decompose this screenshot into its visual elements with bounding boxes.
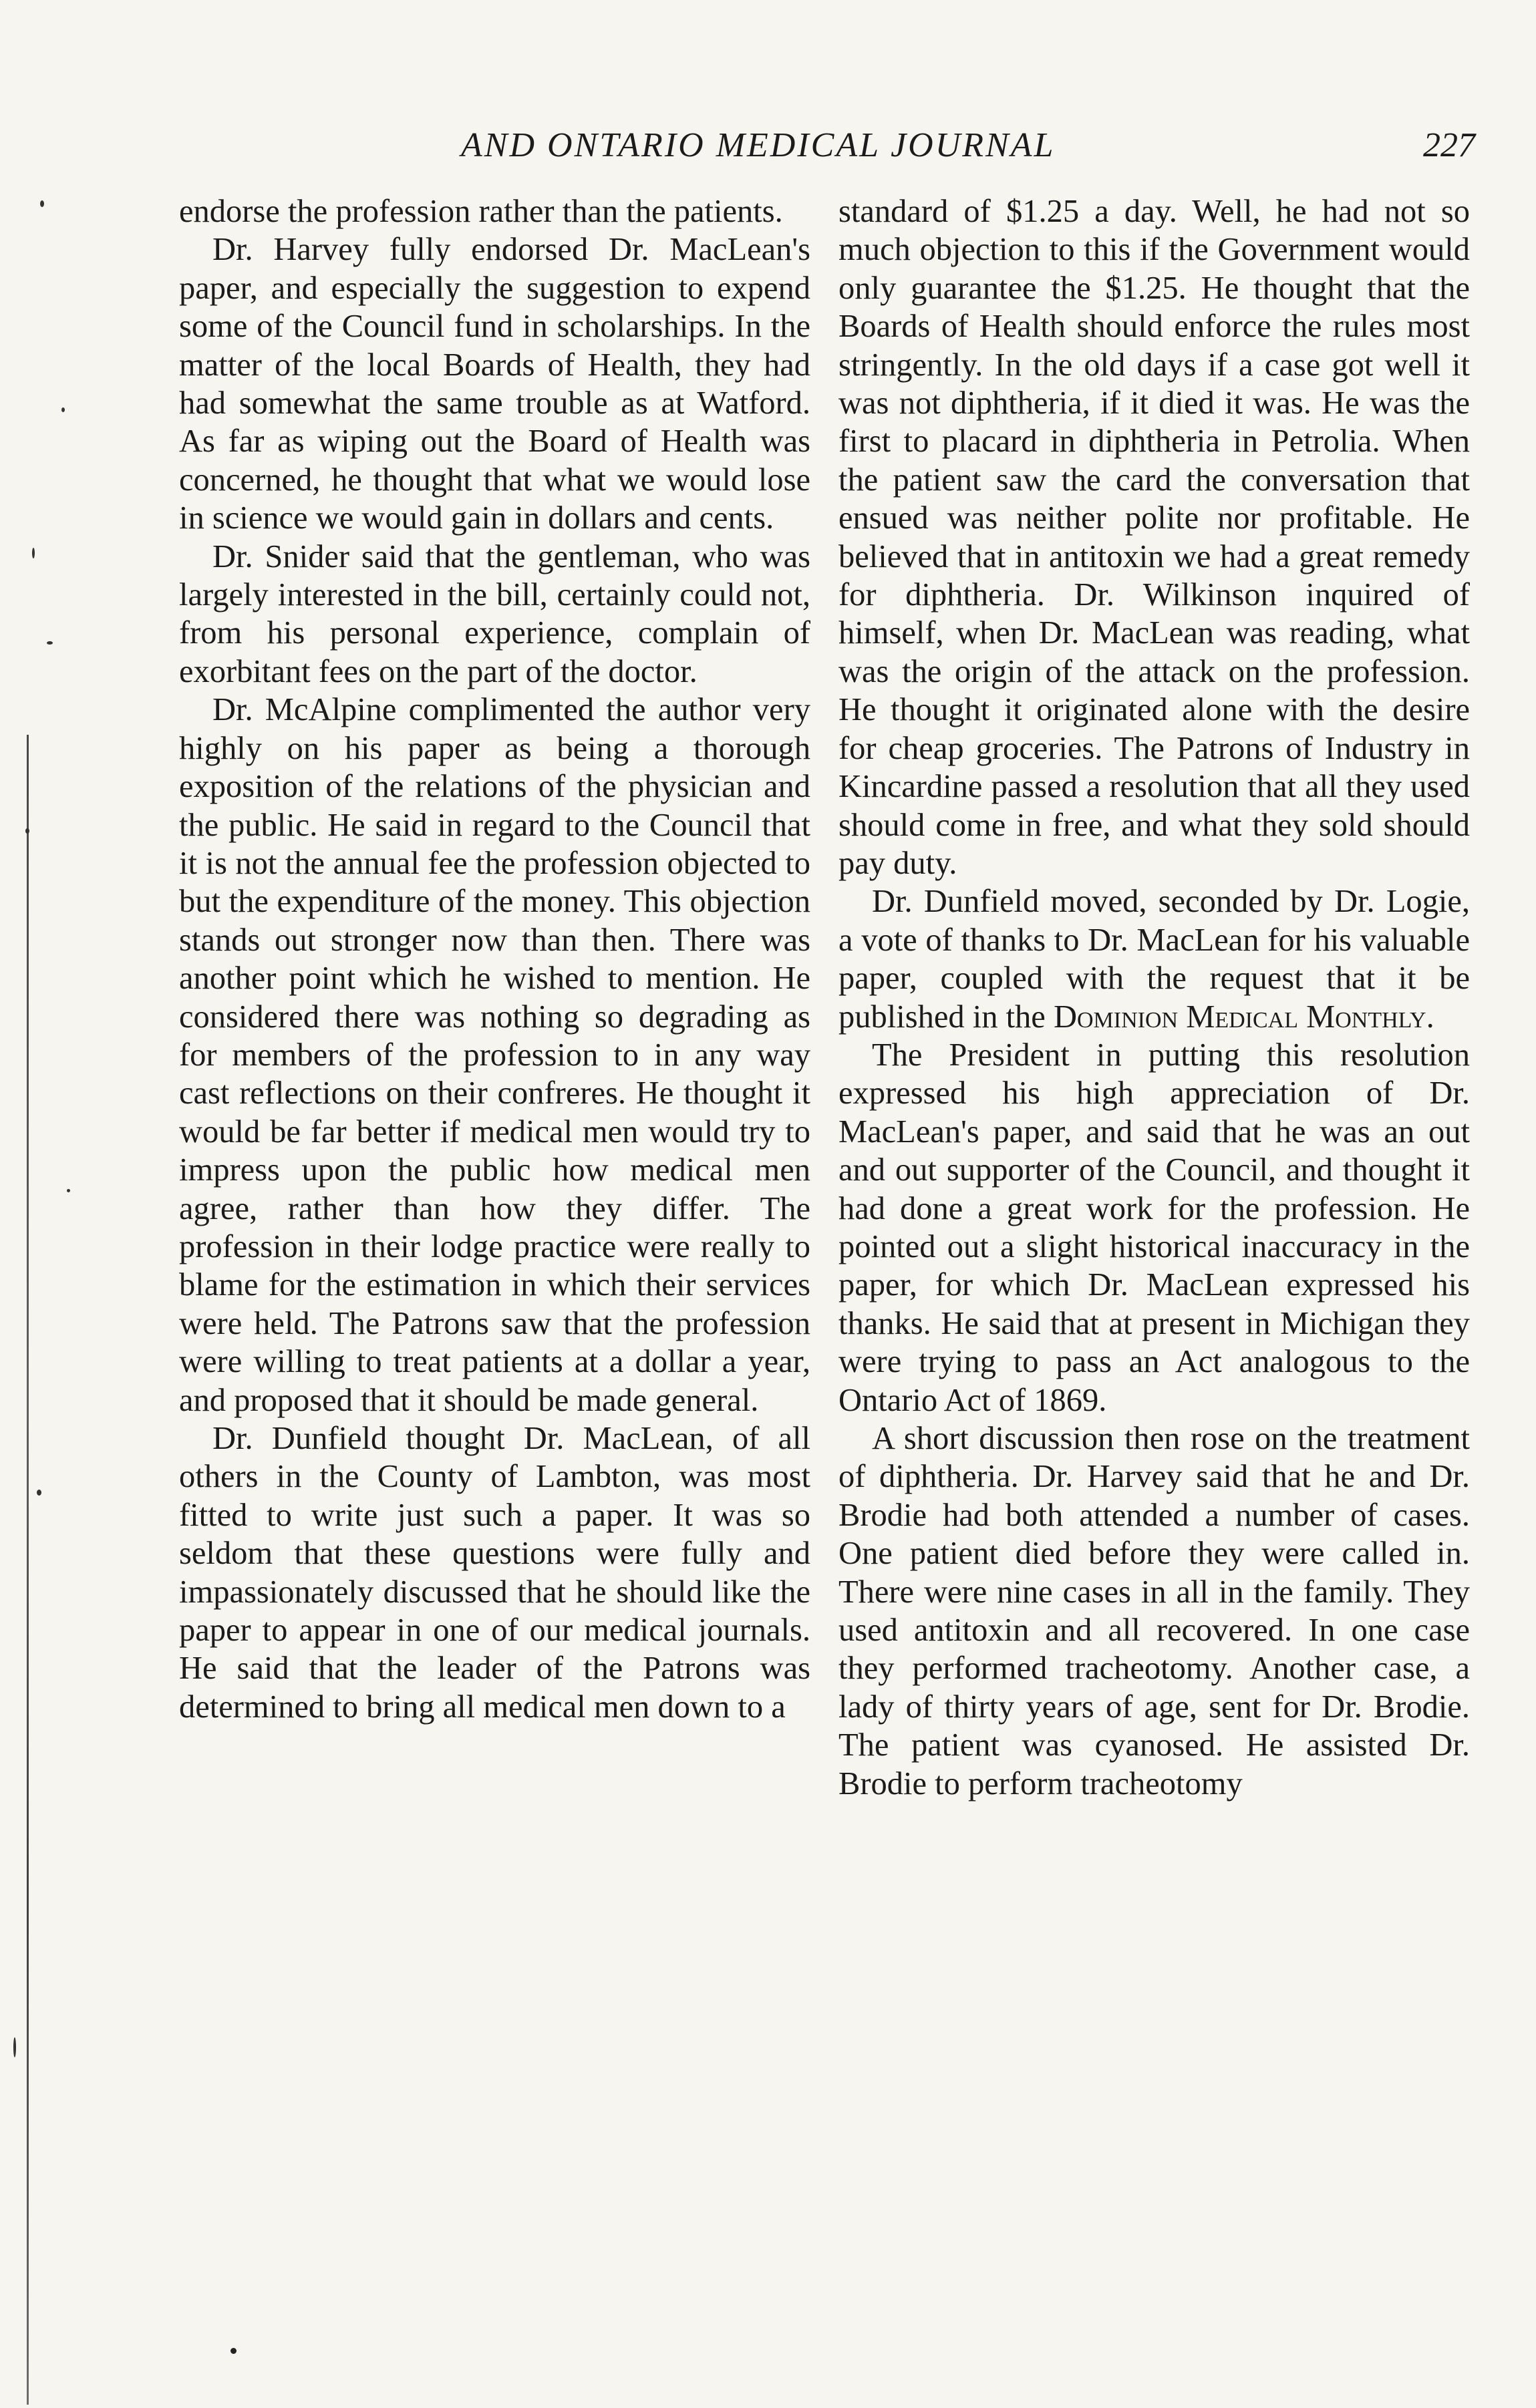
paragraph: Dr. Snider said that the gentleman, who was largely interested in the bill, certainly could not, from his personal experience, complain of exorbitant fees on the part of the doctor. [179,538,810,689]
paragraph: Dr. McAlpine complimented the author very highly on his paper as being a thorough exposition of the relations of the physician and the public. He said in regard to the Council that it is not the annual fee the profession objected to but the expenditure of the money. This objection stands out stronger now than then. There was another point which he wished to mention. He considered there was nothing so degrading as for members of the profession to in any way cast reflections on their confreres. He thought it would be far better if medical men would try to impress upon the public how medical men agree, rather than how they differ. The profession in their lodge practice were really to blame for the estimation in which their services were held. The Patrons saw that the profession were willing to treat patients at a dollar a year, and proposed that it should be made general. [179,692,810,1418]
paragraph: endorse the profession rather than the patients. [179,194,783,229]
running-head: AND ONTARIO MEDICAL JOURNAL [461,126,1056,164]
paragraph: Dr. Dunfield thought Dr. MacLean, of all others in the County of Lambton, was most fitted to write just such a paper. It was so seldom that these questions were fully and impassionately discussed that he should like the paper to appear in one of our medical journals. He said that the leader of the Patrons was determined to bring all medical men down to a [179,1421,810,1725]
paragraph: The President in putting this resolution expressed his high appreciation of Dr. MacLean's paper, and said that he was an out and out supporter of the Council, and thought it had done a great work for the profession. He pointed out a slight historical inaccuracy in the paper, for which Dr. MacLean expressed his thanks. He said that at present in Michigan they were trying to pass an Act analogous to the Ontario Act of 1869. [838,1037,1470,1418]
scanned-margin [0,0,100,2408]
page-header [0,126,1536,179]
margin-speck [67,1189,70,1192]
journal-title: Dominion Medical Monthly [1053,999,1426,1035]
margin-speck [32,548,35,558]
left-column [179,192,810,2283]
margin-speck [47,641,53,645]
margin-speck [37,1490,41,1496]
margin-speck [13,2037,16,2057]
margin-speck [40,200,44,207]
paragraph [838,882,1470,1036]
paragraph: A short discussion then rose on the treatment of diphtheria. Dr. Harvey said that he and Dr. Brodie had both attended a number of cases. One patient died before they were called in. There were nine cases in all in the family. They used antitoxin and all recovered. In one case they performed tracheotomy. Another case, a lady of thirty years of age, sent for Dr. Brodie. The patient was cyanosed. He assisted Dr. Brodie to perform tracheotomy [838,1421,1470,1801]
margin-speck [25,828,29,834]
binding-edge-line [27,735,29,2405]
page-number: 227 [1423,126,1475,164]
margin-speck [61,407,65,412]
paragraph-text: Dr. Dunfield moved, seconded by Dr. Logie, a vote of thanks to Dr. MacLean for his valuable paper, coupled with the request that it be published in the [838,884,1470,1035]
paragraph-punct: . [1426,999,1434,1035]
ink-dot [231,2348,237,2354]
paragraph: standard of $1.25 a day. Well, he had not so much objection to this if the Government would only guarantee the $1.25. He thought that the Boards of Health should enforce the rules most stringently. In the old days if a case got well it was not diphtheria, if it died it was. He was the first to placard in diphtheria in Petrolia. When the patient saw the card the conversation that ensued was neither polite nor profitable. He believed that in antitoxin we had a great remedy for diphtheria. Dr. Wilkinson inquired of himself, when Dr. MacLean was reading, what was the origin of the attack on the profession. He thought it originated alone with the desire for cheap groceries. The Patrons of Industry in Kincardine passed a resolution that all they used should come in free, and what they sold should pay duty. [838,194,1470,881]
paragraph: Dr. Harvey fully endorsed Dr. MacLean's paper, and especially the suggestion to expend some of the Council fund in scholarships. In the matter of the local Boards of Health, they had had somewhat the same trouble as at Watford. As far as wiping out the Board of Health was concerned, he thought that what we would lose in science we would gain in dollars and cents. [179,232,810,536]
right-column [838,192,1470,2283]
